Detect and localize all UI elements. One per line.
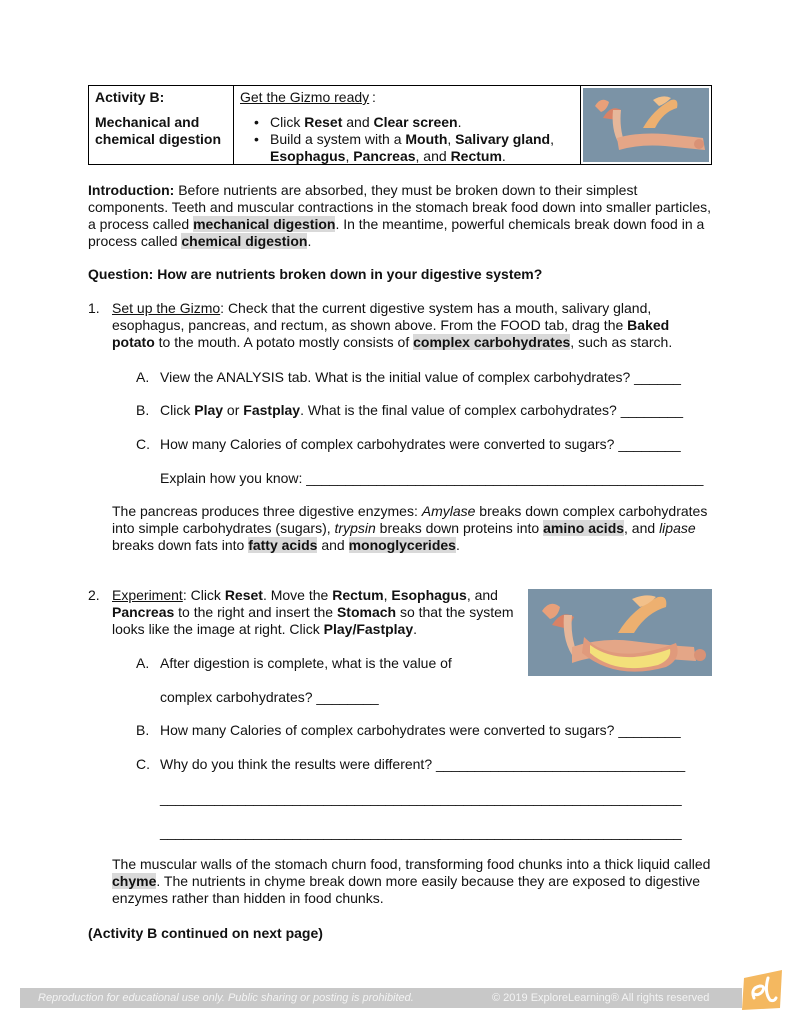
footer-bar: [20, 988, 742, 1008]
q1-b-text: Click Play or Fastplay. What is the final value of complex carbohydrates? ________: [160, 402, 683, 418]
gizmo-ready-cell: Get the Gizmo ready : • Click Reset and Clear screen. • Build a system with a Mouth, Salivary gland, Esophagus, Pancreas, and Rectum.: [234, 86, 581, 164]
q1-a-text: View the ANALYSIS tab. What is the initial value of complex carbohydrates? ______: [160, 369, 681, 385]
q1-c-text: How many Calories of complex carbohydrates were converted to sugars? ________: [160, 436, 681, 452]
activity-title-cell: [89, 86, 234, 164]
enzymes-paragraph: The pancreas produces three digestive enzymes: Amylase breaks down complex carbohydrates into simple carbohydrates (sugars), trypsin breaks down proteins into amino acids, and lipase breaks down fats into fatty acids and monoglycerides.: [112, 503, 708, 553]
q2-b-label: B.: [136, 722, 150, 738]
continued-note: (Activity B continued on next page): [88, 925, 323, 941]
setup-step: • Click Reset and Clear screen.: [254, 114, 576, 131]
q2-a-label: A.: [136, 655, 150, 671]
activity-subtitle: Mechanical and chemical digestion: [95, 114, 222, 147]
term-fatty-acids: fatty acids: [248, 537, 318, 553]
activity-title: Activity B:: [95, 89, 165, 105]
digestive-system-image: [583, 88, 709, 162]
footer-disclaimer: Reproduction for educational use only. Public sharing or posting is prohibited.: [38, 992, 414, 1004]
activity-header-table: [88, 85, 712, 165]
answer-line: ___________________________________________________________________: [160, 790, 682, 806]
chyme-paragraph: The muscular walls of the stomach churn food, transforming food chunks into a thick liquid called chyme. The nutrients in chyme break down more easily because they are exposed to digestive enzymes rather than hidden in food chunks.: [112, 856, 711, 906]
introduction-paragraph: Introduction: Before nutrients are absorbed, they must be broken down to their simplest components. Teeth and muscular contractions in the stomach break food down into smaller particles, a process called mechanical digestion. In the meantime, powerful chemicals break down food in a process called chemical digestion.: [88, 182, 712, 249]
q1-explain-line: Explain how you know: ___________________________________________________: [160, 470, 704, 486]
q2-number: 2.: [88, 587, 100, 603]
q1-setup-paragraph: Set up the Gizmo: Check that the current digestive system has a mouth, salivary gland, esophagus, pancreas, and rectum, as shown above. From the FOOD tab, drag the Baked potato to the mouth. A potato mostly consists of complex carbohydrates, such as starch.: [112, 300, 673, 350]
question-heading: Question: How are nutrients broken down in your digestive system?: [88, 266, 543, 282]
q2-c-label: C.: [136, 756, 150, 772]
term-chyme: chyme: [112, 873, 157, 889]
term-amino-acids: amino acids: [543, 520, 625, 536]
term-chemical-digestion: chemical digestion: [181, 233, 308, 249]
q1-a-label: A.: [136, 369, 150, 385]
q2-experiment-paragraph: Experiment: Click Reset. Move the Rectum, Esophagus, and Pancreas to the right and insert the Stomach so that the system looks like the image at right. Click Play/Fastplay.: [112, 587, 514, 637]
q2-a-text2: complex carbohydrates? ________: [160, 689, 379, 705]
term-mechanical-digestion: mechanical digestion: [193, 216, 336, 232]
get-ready-heading: Get the Gizmo ready: [240, 89, 370, 105]
footer-copyright: © 2019 ExploreLearning® All rights reserved: [492, 992, 710, 1004]
setup-step: • Build a system with a Mouth, Salivary gland, Esophagus, Pancreas, and Rectum.: [254, 131, 576, 165]
q2-a-text1: After digestion is complete, what is the value of: [160, 655, 452, 671]
q1-b-label: B.: [136, 402, 150, 418]
explorelearning-logo-icon: [738, 968, 788, 1012]
term-monoglycerides: monoglycerides: [348, 537, 456, 553]
digestive-system-with-stomach-image: [528, 589, 712, 676]
setup-steps: [254, 114, 576, 165]
q2-b-text: How many Calories of complex carbohydrates were converted to sugars? ________: [160, 722, 681, 738]
q1-c-label: C.: [136, 436, 150, 452]
q1-number: 1.: [88, 300, 100, 316]
answer-line: ___________________________________________________________________: [160, 824, 682, 840]
term-complex-carbohydrates: complex carbohydrates: [413, 334, 571, 350]
q2-c-text: Why do you think the results were different? ________________________________: [160, 756, 686, 772]
digestive-diagram-cell: [581, 86, 711, 164]
